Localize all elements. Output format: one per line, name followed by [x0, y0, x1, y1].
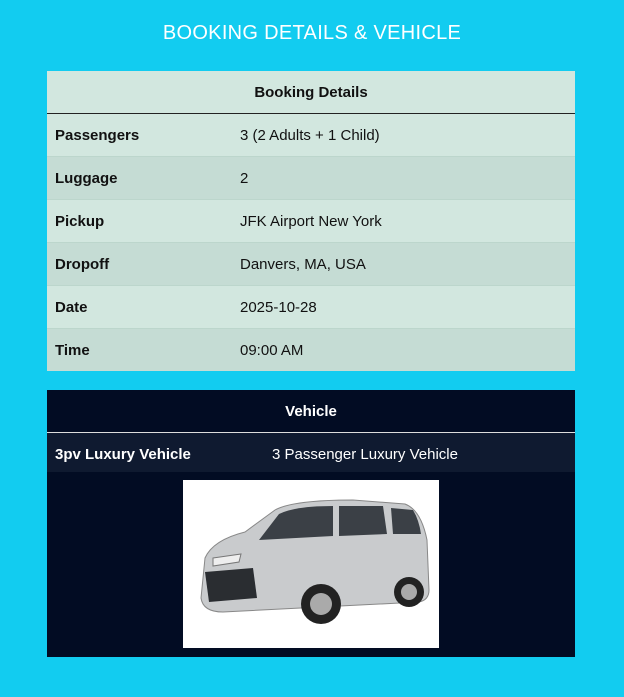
row-label: Passengers [47, 114, 239, 157]
table-row [47, 114, 575, 157]
row-label: Time [47, 329, 239, 372]
vehicle-description: 3 Passenger Luxury Vehicle [271, 433, 575, 476]
row-label: Date [47, 286, 239, 329]
row-label: Pickup [47, 200, 239, 243]
row-value: JFK Airport New York [239, 200, 575, 243]
row-value: 2 [239, 157, 575, 200]
table-row [47, 329, 575, 372]
table-row [47, 286, 575, 329]
row-label: Luggage [47, 157, 239, 200]
row-value: Danvers, MA, USA [239, 243, 575, 286]
booking-details-header: Booking Details [47, 71, 575, 114]
vehicle-image [183, 480, 439, 648]
row-value: 09:00 AM [239, 329, 575, 372]
row-label: Dropoff [47, 243, 239, 286]
booking-details-table [47, 71, 575, 371]
vehicle-table [47, 390, 575, 476]
vehicle-name: 3pv Luxury Vehicle [47, 433, 271, 476]
row-value: 2025-10-28 [239, 286, 575, 329]
table-row [47, 157, 575, 200]
table-row [47, 433, 575, 476]
vehicle-header: Vehicle [47, 390, 575, 433]
table-row [47, 243, 575, 286]
table-row [47, 200, 575, 243]
vehicle-image-row [47, 472, 575, 657]
row-value: 3 (2 Adults + 1 Child) [239, 114, 575, 157]
page-title: BOOKING DETAILS & VEHICLE [162, 22, 462, 44]
